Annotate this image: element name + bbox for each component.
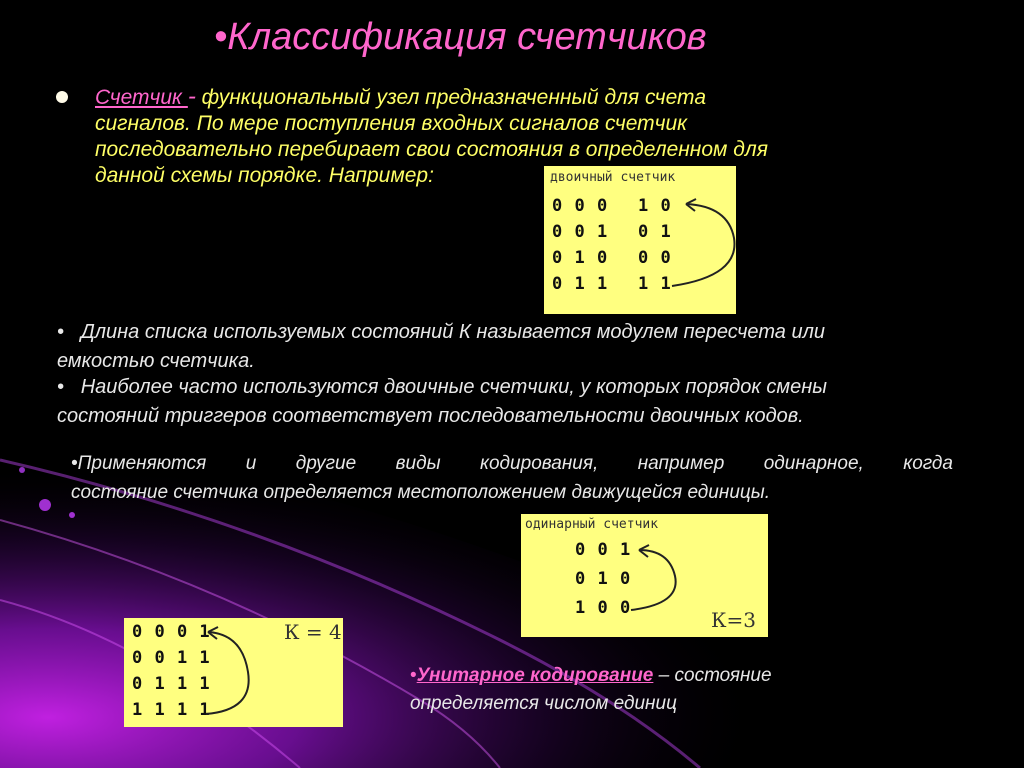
binary-col1-row-4: 0 1 1 <box>552 274 609 294</box>
binary-col2-row-1: 1 0 <box>638 196 672 216</box>
binary-col1-row-1: 0 0 0 <box>552 196 609 216</box>
unitary-note <box>410 662 772 718</box>
definition-line-1: функциональный узел предназначенный для счета <box>195 86 706 109</box>
unitary-bullet: • <box>410 665 417 686</box>
other-coding-line-1: •Применяются и другие виды кодирования, например одинарное, когда <box>71 453 953 474</box>
cycle-arrow-icon <box>521 514 768 637</box>
unitary-term: Унитарное кодирование <box>416 665 654 686</box>
unitary-row-1: 0 0 0 1 <box>132 622 211 642</box>
bullet-modulus-line-1: Длина списка используемых состояний К называется модулем пересчета или <box>80 321 825 343</box>
definition-line-3: последовательно перебирает свои состояния в определенном для <box>95 138 768 161</box>
page-title: •Классификация счетчиков <box>214 16 707 58</box>
other-coding-line-2: состояние счетчика определяется местоположением движущейся единицы. <box>71 482 771 503</box>
binary-col1-row-2: 0 0 1 <box>552 222 609 242</box>
bullet-binary <box>57 373 827 431</box>
unary-row-1: 0 0 1 <box>575 540 632 560</box>
unary-row-2: 0 1 0 <box>575 569 632 589</box>
definition-dash: - <box>187 83 196 110</box>
binary-col2-row-4: 1 1 <box>638 274 672 294</box>
binary-col1-row-3: 0 1 0 <box>552 248 609 268</box>
bullet-binary-line-2: состояний триггеров соответствует последовательности двоичных кодов. <box>57 405 804 427</box>
term-counter: Счетчик <box>95 86 188 109</box>
binary-col2-row-2: 0 1 <box>638 222 672 242</box>
unary-k-label: К=3 <box>711 608 756 632</box>
binary-counter-table <box>544 166 736 314</box>
unitary-counter-table <box>124 618 343 727</box>
cycle-arrow-icon <box>124 618 343 727</box>
definition-line-2: сигналов. По мере поступления входных сигналов счетчик <box>95 112 688 135</box>
unary-row-3: 1 0 0 <box>575 598 632 618</box>
bullet-binary-line-1: Наиболее часто используются двоичные счетчики, у которых порядок смены <box>80 376 827 398</box>
binary-table-header: двоичный счетчик <box>550 170 676 185</box>
bullet-modulus-line-2: емкостью счетчика. <box>57 350 255 372</box>
binary-col2-row-3: 0 0 <box>638 248 672 268</box>
unary-counter-table <box>521 514 768 637</box>
bullet-marker: • <box>57 376 65 398</box>
unary-table-header: одинарный счетчик <box>525 517 659 532</box>
unitary-k-label: К = 4 <box>284 620 342 644</box>
bullet-marker: • <box>57 321 65 343</box>
unitary-line-2: определяется числом единиц <box>410 693 677 714</box>
unitary-rest: – состояние <box>653 665 772 686</box>
unitary-row-4: 1 1 1 1 <box>132 700 211 720</box>
unitary-row-2: 0 0 1 1 <box>132 648 211 668</box>
cycle-arrow-icon <box>544 166 736 314</box>
bullet-dot <box>56 91 68 103</box>
unitary-row-3: 0 1 1 1 <box>132 674 211 694</box>
bullet-modulus <box>57 318 825 376</box>
definition-line-4: данной схемы порядке. Например: <box>95 164 434 187</box>
other-coding-paragraph <box>71 449 953 507</box>
